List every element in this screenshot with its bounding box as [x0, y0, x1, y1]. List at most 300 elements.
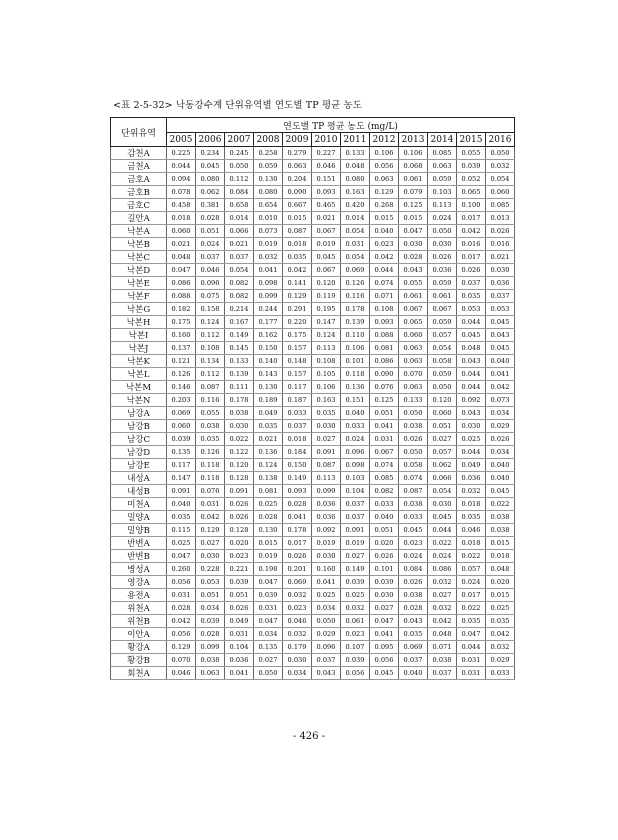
- table-cell-value: 0.024: [196, 238, 225, 251]
- table-cell-value: 0.198: [254, 563, 283, 576]
- table-cell-value: 0.043: [312, 667, 341, 680]
- row-watershed-name: 낙본I: [111, 329, 167, 342]
- table-cell-value: 0.025: [167, 537, 196, 550]
- row-watershed-name: 남강C: [111, 433, 167, 446]
- table-cell-value: 0.048: [167, 251, 196, 264]
- table-cell-value: 0.130: [254, 173, 283, 186]
- table-cell-value: 0.135: [254, 641, 283, 654]
- table-row: [111, 485, 515, 498]
- page-number: - 426 -: [292, 731, 326, 742]
- table-cell-value: 0.139: [341, 316, 370, 329]
- table-cell-value: 0.044: [457, 446, 486, 459]
- table-row: [111, 472, 515, 485]
- table-cell-value: 0.040: [341, 407, 370, 420]
- table-cell-value: 0.158: [196, 303, 225, 316]
- table-cell-value: 0.025: [312, 589, 341, 602]
- header-year: 2015: [457, 133, 486, 147]
- table-cell-value: 0.081: [370, 342, 399, 355]
- table-cell-value: 0.042: [370, 251, 399, 264]
- table-cell-value: 0.030: [399, 238, 428, 251]
- table-cell-value: 0.157: [283, 368, 312, 381]
- table-cell-value: 0.187: [283, 394, 312, 407]
- table-cell-value: 0.014: [341, 212, 370, 225]
- table-cell-value: 0.030: [283, 654, 312, 667]
- table-cell-value: 0.028: [399, 602, 428, 615]
- table-cell-value: 0.126: [341, 277, 370, 290]
- table-cell-value: 0.112: [196, 368, 225, 381]
- table-cell-value: 0.032: [341, 602, 370, 615]
- table-cell-value: 0.106: [312, 381, 341, 394]
- table-cell-value: 0.162: [254, 329, 283, 342]
- table-cell-value: 0.121: [167, 355, 196, 368]
- header-year: 2006: [196, 133, 225, 147]
- table-cell-value: 0.244: [254, 303, 283, 316]
- table-cell-value: 0.047: [399, 225, 428, 238]
- table-cell-value: 0.028: [283, 498, 312, 511]
- table-cell-value: 0.108: [370, 303, 399, 316]
- table-cell-value: 0.070: [399, 368, 428, 381]
- table-cell-value: 0.189: [254, 394, 283, 407]
- table-cell-value: 0.052: [457, 173, 486, 186]
- table-cell-value: 0.095: [370, 641, 399, 654]
- table-cell-value: 0.054: [428, 485, 457, 498]
- table-cell-value: 0.092: [312, 524, 341, 537]
- table-cell-value: 0.015: [486, 537, 515, 550]
- table-cell-value: 0.015: [283, 212, 312, 225]
- table-cell-value: 0.061: [399, 290, 428, 303]
- table-cell-value: 0.182: [167, 303, 196, 316]
- row-watershed-name: 낙본L: [111, 368, 167, 381]
- table-cell-value: 0.037: [225, 251, 254, 264]
- table-cell-value: 0.039: [341, 654, 370, 667]
- row-watershed-name: 낙본D: [111, 264, 167, 277]
- table-cell-value: 0.022: [486, 498, 515, 511]
- table-cell-value: 0.112: [225, 173, 254, 186]
- table-cell-value: 0.024: [399, 550, 428, 563]
- table-cell-value: 0.420: [341, 199, 370, 212]
- table-cell-value: 0.204: [283, 173, 312, 186]
- table-cell-value: 0.034: [196, 602, 225, 615]
- table-cell-value: 0.021: [167, 238, 196, 251]
- table-cell-value: 0.059: [428, 368, 457, 381]
- table-row: [111, 238, 515, 251]
- table-cell-value: 0.045: [312, 251, 341, 264]
- table-cell-value: 0.039: [225, 576, 254, 589]
- table-cell-value: 0.043: [486, 329, 515, 342]
- table-cell-value: 0.128: [225, 472, 254, 485]
- table-cell-value: 0.070: [167, 654, 196, 667]
- table-cell-value: 0.024: [428, 550, 457, 563]
- table-row: [111, 550, 515, 563]
- table-cell-value: 0.116: [341, 290, 370, 303]
- table-cell-value: 0.067: [370, 446, 399, 459]
- table-cell-value: 0.050: [486, 147, 515, 160]
- table-cell-value: 0.024: [428, 212, 457, 225]
- table-cell-value: 0.023: [399, 537, 428, 550]
- table-cell-value: 0.028: [196, 628, 225, 641]
- table-cell-value: 0.042: [283, 264, 312, 277]
- table-cell-value: 0.179: [283, 641, 312, 654]
- table-cell-value: 0.085: [486, 199, 515, 212]
- table-cell-value: 0.137: [167, 342, 196, 355]
- table-cell-value: 0.214: [225, 303, 254, 316]
- table-cell-value: 0.044: [457, 316, 486, 329]
- table-cell-value: 0.038: [428, 654, 457, 667]
- table-cell-value: 0.098: [341, 459, 370, 472]
- table-cell-value: 0.135: [167, 446, 196, 459]
- table-cell-value: 0.057: [428, 329, 457, 342]
- table-cell-value: 0.039: [341, 576, 370, 589]
- table-cell-value: 0.032: [457, 485, 486, 498]
- table-row: [111, 160, 515, 173]
- table-cell-value: 0.047: [167, 550, 196, 563]
- table-cell-value: 0.021: [312, 212, 341, 225]
- table-cell-value: 0.141: [283, 277, 312, 290]
- table-cell-value: 0.031: [457, 654, 486, 667]
- table-cell-value: 0.035: [254, 420, 283, 433]
- table-cell-value: 0.149: [283, 472, 312, 485]
- table-cell-value: 0.149: [341, 563, 370, 576]
- table-cell-value: 0.031: [254, 602, 283, 615]
- table-cell-value: 0.038: [196, 420, 225, 433]
- table-cell-value: 0.167: [225, 316, 254, 329]
- table-cell-value: 0.151: [341, 394, 370, 407]
- table-cell-value: 0.134: [196, 355, 225, 368]
- table-cell-value: 0.082: [225, 277, 254, 290]
- table-cell-value: 0.030: [428, 238, 457, 251]
- row-watershed-name: 낙본H: [111, 316, 167, 329]
- table-row: [111, 147, 515, 160]
- table-cell-value: 0.050: [399, 446, 428, 459]
- table-cell-value: 0.054: [341, 251, 370, 264]
- table-cell-value: 0.063: [428, 160, 457, 173]
- table-cell-value: 0.178: [341, 303, 370, 316]
- tp-concentration-table: [110, 117, 515, 680]
- table-row: [111, 589, 515, 602]
- table-cell-value: 0.043: [399, 264, 428, 277]
- table-cell-value: 0.061: [399, 173, 428, 186]
- table-cell-value: 0.145: [225, 342, 254, 355]
- table-row: [111, 381, 515, 394]
- table-cell-value: 0.094: [167, 173, 196, 186]
- row-watershed-name: 금천A: [111, 160, 167, 173]
- table-cell-value: 0.043: [457, 407, 486, 420]
- table-cell-value: 0.268: [370, 199, 399, 212]
- table-cell-value: 0.133: [225, 355, 254, 368]
- table-cell-value: 0.050: [254, 667, 283, 680]
- table-cell-value: 0.050: [428, 381, 457, 394]
- table-cell-value: 0.025: [341, 589, 370, 602]
- table-cell-value: 0.045: [486, 485, 515, 498]
- table-cell-value: 0.046: [312, 160, 341, 173]
- row-watershed-name: 낙본K: [111, 355, 167, 368]
- table-cell-value: 0.054: [486, 173, 515, 186]
- table-row: [111, 628, 515, 641]
- table-cell-value: 0.654: [254, 199, 283, 212]
- table-cell-value: 0.220: [283, 316, 312, 329]
- table-cell-value: 0.119: [312, 290, 341, 303]
- table-cell-value: 0.041: [370, 420, 399, 433]
- table-cell-value: 0.056: [370, 160, 399, 173]
- header-unit-watershed: 단위유역: [111, 118, 167, 147]
- table-cell-value: 0.039: [254, 589, 283, 602]
- table-cell-value: 0.133: [341, 147, 370, 160]
- table-cell-value: 0.041: [312, 576, 341, 589]
- table-cell-value: 0.035: [167, 511, 196, 524]
- table-cell-value: 0.040: [370, 511, 399, 524]
- table-cell-value: 0.054: [341, 225, 370, 238]
- table-cell-value: 0.096: [341, 446, 370, 459]
- table-cell-value: 0.034: [486, 407, 515, 420]
- table-cell-value: 0.076: [370, 381, 399, 394]
- table-cell-value: 0.080: [196, 173, 225, 186]
- table-cell-value: 0.046: [457, 524, 486, 537]
- table-cell-value: 0.381: [196, 199, 225, 212]
- row-watershed-name: 금호C: [111, 199, 167, 212]
- table-row: [111, 576, 515, 589]
- table-row: [111, 199, 515, 212]
- row-watershed-name: 황강A: [111, 641, 167, 654]
- table-cell-value: 0.019: [254, 238, 283, 251]
- table-row: [111, 524, 515, 537]
- table-cell-value: 0.117: [167, 459, 196, 472]
- table-cell-value: 0.093: [283, 485, 312, 498]
- table-cell-value: 0.081: [254, 485, 283, 498]
- table-cell-value: 0.129: [196, 524, 225, 537]
- table-cell-value: 0.044: [428, 524, 457, 537]
- row-watershed-name: 반변A: [111, 537, 167, 550]
- table-cell-value: 0.017: [457, 589, 486, 602]
- table-row: [111, 316, 515, 329]
- table-cell-value: 0.060: [167, 225, 196, 238]
- table-cell-value: 0.067: [428, 303, 457, 316]
- table-cell-value: 0.053: [486, 303, 515, 316]
- table-cell-value: 0.039: [167, 433, 196, 446]
- table-cell-value: 0.086: [370, 355, 399, 368]
- table-cell-value: 0.059: [428, 173, 457, 186]
- table-cell-value: 0.066: [428, 472, 457, 485]
- table-cell-value: 0.084: [225, 186, 254, 199]
- row-watershed-name: 회천A: [111, 667, 167, 680]
- table-cell-value: 0.051: [196, 225, 225, 238]
- table-cell-value: 0.040: [167, 498, 196, 511]
- table-cell-value: 0.048: [486, 563, 515, 576]
- table-cell-value: 0.026: [370, 550, 399, 563]
- table-row: [111, 212, 515, 225]
- table-cell-value: 0.067: [399, 303, 428, 316]
- table-row: [111, 186, 515, 199]
- table-cell-value: 0.055: [399, 277, 428, 290]
- table-cell-value: 0.090: [283, 186, 312, 199]
- table-cell-value: 0.088: [167, 290, 196, 303]
- row-watershed-name: 위천B: [111, 615, 167, 628]
- table-cell-value: 0.060: [167, 420, 196, 433]
- table-cell-value: 0.085: [428, 147, 457, 160]
- table-cell-value: 0.118: [196, 459, 225, 472]
- table-cell-value: 0.032: [283, 589, 312, 602]
- row-watershed-name: 금호B: [111, 186, 167, 199]
- table-cell-value: 0.082: [225, 290, 254, 303]
- table-cell-value: 0.059: [428, 277, 457, 290]
- table-cell-value: 0.041: [254, 264, 283, 277]
- table-cell-value: 0.038: [486, 511, 515, 524]
- table-cell-value: 0.103: [341, 472, 370, 485]
- table-cell-value: 0.027: [370, 602, 399, 615]
- table-row: [111, 173, 515, 186]
- table-cell-value: 0.225: [167, 147, 196, 160]
- row-watershed-name: 이안A: [111, 628, 167, 641]
- table-cell-value: 0.090: [370, 368, 399, 381]
- table-cell-value: 0.086: [167, 277, 196, 290]
- table-row: [111, 394, 515, 407]
- table-cell-value: 0.055: [196, 407, 225, 420]
- table-cell-value: 0.040: [370, 225, 399, 238]
- table-cell-value: 0.042: [457, 225, 486, 238]
- table-cell-value: 0.047: [457, 628, 486, 641]
- table-cell-value: 0.148: [283, 355, 312, 368]
- table-cell-value: 0.047: [254, 576, 283, 589]
- table-cell-value: 0.017: [283, 537, 312, 550]
- table-cell-value: 0.080: [254, 186, 283, 199]
- table-cell-value: 0.034: [283, 667, 312, 680]
- table-cell-value: 0.034: [254, 628, 283, 641]
- table-cell-value: 0.124: [196, 316, 225, 329]
- table-cell-value: 0.063: [196, 667, 225, 680]
- table-cell-value: 0.027: [341, 550, 370, 563]
- table-cell-value: 0.028: [254, 511, 283, 524]
- table-cell-value: 0.050: [312, 615, 341, 628]
- row-watershed-name: 낙본G: [111, 303, 167, 316]
- table-cell-value: 0.038: [399, 498, 428, 511]
- table-cell-value: 0.118: [196, 472, 225, 485]
- row-watershed-name: 남강E: [111, 459, 167, 472]
- table-cell-value: 0.060: [399, 329, 428, 342]
- table-cell-value: 0.022: [428, 537, 457, 550]
- table-cell-value: 0.024: [457, 576, 486, 589]
- table-cell-value: 0.130: [254, 381, 283, 394]
- table-cell-value: 0.073: [254, 225, 283, 238]
- table-cell-value: 0.129: [370, 186, 399, 199]
- row-watershed-name: 영강A: [111, 576, 167, 589]
- table-cell-value: 0.023: [225, 550, 254, 563]
- table-cell-value: 0.026: [486, 225, 515, 238]
- header-year: 2016: [486, 133, 515, 147]
- table-cell-value: 0.033: [370, 498, 399, 511]
- table-cell-value: 0.040: [486, 355, 515, 368]
- table-cell-value: 0.108: [312, 355, 341, 368]
- table-cell-value: 0.096: [312, 641, 341, 654]
- table-cell-value: 0.122: [225, 446, 254, 459]
- table-cell-value: 0.023: [341, 628, 370, 641]
- table-cell-value: 0.099: [196, 641, 225, 654]
- table-cell-value: 0.056: [167, 576, 196, 589]
- table-cell-value: 0.031: [341, 238, 370, 251]
- table-cell-value: 0.023: [370, 238, 399, 251]
- table-cell-value: 0.087: [196, 381, 225, 394]
- table-cell-value: 0.062: [196, 186, 225, 199]
- table-cell-value: 0.091: [225, 485, 254, 498]
- table-cell-value: 0.074: [370, 459, 399, 472]
- table-cell-value: 0.029: [312, 628, 341, 641]
- table-cell-value: 0.015: [399, 212, 428, 225]
- table-cell-value: 0.026: [283, 550, 312, 563]
- table-cell-value: 0.021: [225, 238, 254, 251]
- table-cell-value: 0.024: [341, 433, 370, 446]
- table-cell-value: 0.106: [341, 342, 370, 355]
- table-cell-value: 0.178: [283, 524, 312, 537]
- table-cell-value: 0.092: [457, 394, 486, 407]
- table-cell-value: 0.279: [283, 147, 312, 160]
- table-cell-value: 0.053: [457, 303, 486, 316]
- table-row: [111, 277, 515, 290]
- table-cell-value: 0.026: [457, 264, 486, 277]
- table-cell-value: 0.033: [341, 420, 370, 433]
- row-watershed-name: 남강A: [111, 407, 167, 420]
- table-cell-value: 0.195: [312, 303, 341, 316]
- table-cell-value: 0.178: [225, 394, 254, 407]
- table-cell-value: 0.025: [457, 433, 486, 446]
- table-cell-value: 0.026: [428, 251, 457, 264]
- table-cell-value: 0.069: [341, 264, 370, 277]
- table-cell-value: 0.039: [370, 576, 399, 589]
- table-cell-value: 0.111: [225, 381, 254, 394]
- table-cell-value: 0.047: [167, 264, 196, 277]
- table-cell-value: 0.016: [457, 238, 486, 251]
- table-cell-value: 0.133: [399, 394, 428, 407]
- table-cell-value: 0.035: [486, 615, 515, 628]
- table-row: [111, 303, 515, 316]
- table-cell-value: 0.032: [254, 251, 283, 264]
- table-cell-value: 0.033: [283, 407, 312, 420]
- table-row: [111, 251, 515, 264]
- table-cell-value: 0.175: [283, 329, 312, 342]
- table-cell-value: 0.015: [486, 589, 515, 602]
- table-cell-value: 0.139: [225, 368, 254, 381]
- table-cell-value: 0.021: [486, 251, 515, 264]
- table-cell-value: 0.035: [399, 628, 428, 641]
- table-cell-value: 0.184: [283, 446, 312, 459]
- table-cell-value: 0.049: [225, 615, 254, 628]
- table-cell-value: 0.106: [370, 147, 399, 160]
- table-cell-value: 0.032: [428, 602, 457, 615]
- table-cell-value: 0.085: [370, 472, 399, 485]
- table-cell-value: 0.033: [486, 667, 515, 680]
- table-cell-value: 0.030: [486, 264, 515, 277]
- table-cell-value: 0.063: [399, 381, 428, 394]
- table-row: [111, 667, 515, 680]
- table-cell-value: 0.116: [196, 394, 225, 407]
- table-cell-value: 0.045: [428, 511, 457, 524]
- table-cell-value: 0.124: [312, 329, 341, 342]
- table-cell-value: 0.045: [486, 342, 515, 355]
- table-cell-value: 0.034: [312, 602, 341, 615]
- table-cell-value: 0.018: [457, 498, 486, 511]
- row-watershed-name: 낙본M: [111, 381, 167, 394]
- table-cell-value: 0.035: [283, 251, 312, 264]
- table-cell-value: 0.044: [370, 264, 399, 277]
- table-cell-value: 0.069: [399, 641, 428, 654]
- table-cell-value: 0.126: [167, 368, 196, 381]
- table-cell-value: 0.065: [399, 316, 428, 329]
- table-cell-value: 0.120: [225, 459, 254, 472]
- table-cell-value: 0.125: [399, 199, 428, 212]
- table-cell-value: 0.014: [225, 212, 254, 225]
- table-cell-value: 0.113: [428, 199, 457, 212]
- table-cell-value: 0.038: [399, 420, 428, 433]
- table-cell-value: 0.084: [399, 563, 428, 576]
- table-cell-value: 0.018: [167, 212, 196, 225]
- table-cell-value: 0.147: [167, 472, 196, 485]
